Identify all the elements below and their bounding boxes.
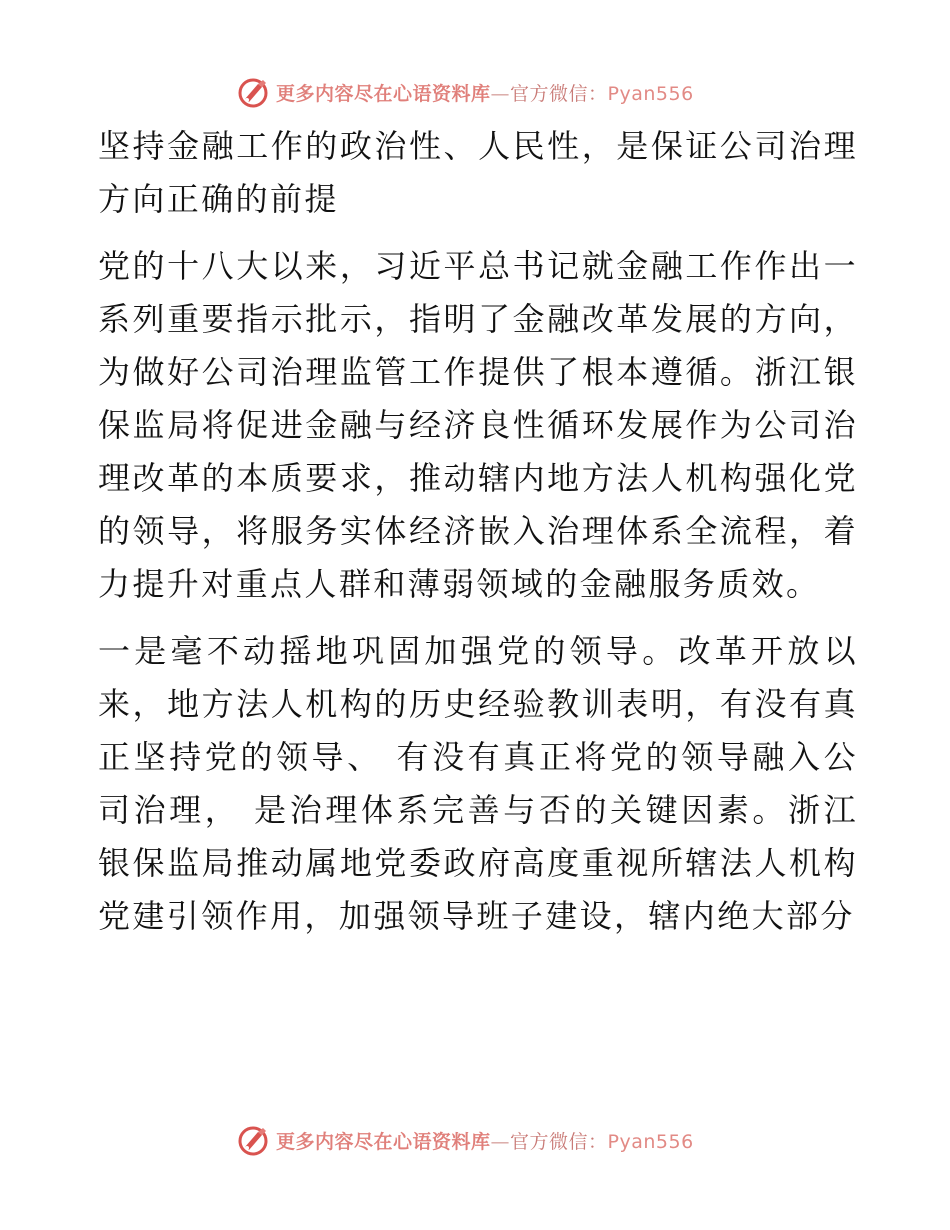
watermark-dash: — (490, 82, 511, 105)
section-heading: 坚持金融工作的政治性、人民性，是保证公司治理方向正确的前提 (98, 127, 858, 218)
watermark-official: 官方微信： (510, 1130, 608, 1153)
watermark-main: 更多内容尽在心语资料库 (276, 1130, 491, 1153)
paragraph: 一是毫不动摇地巩固加强党的领导。改革开放以来，地方法人机构的历史经验教训表明，有没有真正坚持党的领导、 有没有真正将党的领导融入公司治理， 是治理体系完善与否的关键因素。浙江银保监局推动属地党委政府高度重视所辖法人机构党建引领作用，加强领导班子建设，辖内绝大部分 (98, 632, 858, 935)
watermark-text (276, 79, 694, 106)
watermark-id: Pyan556 (607, 82, 694, 105)
footer-watermark (236, 1120, 694, 1160)
pen-logo-icon (236, 75, 270, 109)
header-watermark (236, 72, 694, 112)
watermark-main: 更多内容尽在心语资料库 (276, 82, 491, 105)
pen-logo-icon (236, 1123, 270, 1157)
document-body (98, 120, 858, 943)
watermark-official: 官方微信： (510, 82, 608, 105)
watermark-text (276, 1127, 694, 1154)
watermark-id: Pyan556 (607, 1130, 694, 1153)
watermark-dash: — (490, 1130, 511, 1153)
paragraph: 党的十八大以来，习近平总书记就金融工作作出一系列重要指示批示，指明了金融改革发展的方向，为做好公司治理监管工作提供了根本遵循。浙江银保监局将促进金融与经济良性循环发展作为公司治理改革的本质要求，推动辖内地方法人机构强化党的领导，将服务实体经济嵌入治理体系全流程，着力提升对重点人群和薄弱领域的金融服务质效。 (98, 247, 858, 603)
